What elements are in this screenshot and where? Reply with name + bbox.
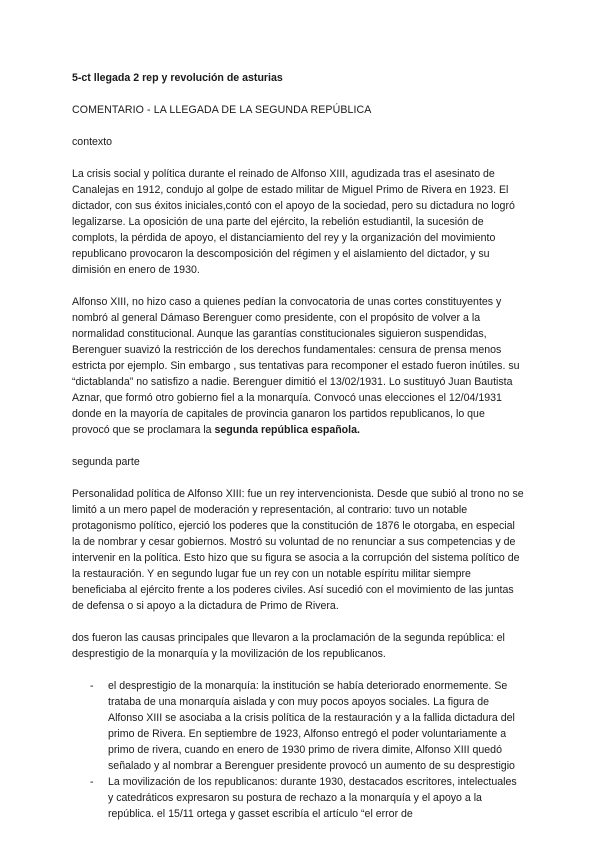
document-content <box>72 70 524 822</box>
list-dash: - <box>90 776 94 788</box>
list-item <box>72 678 524 774</box>
list-item-text: el desprestigio de la monarquía: la institución se había deteriorado enormemente. Se trataba de una monarquía aislada y con muy pocos apoyos sociales. La figura de Alfonso XIII se asociaba a la crisis política de la restauración y a la fallida dictadura del primo de Rivera. En septiembre de 1923, Alfonso entregó el poder voluntariamente a primo de rivera, cuando en enero de 1930 primo de rivera dimite, Alfonso XIII quedó señalado y al nombrar a Berenguer presidente provocó un aumento de su desprestigio <box>108 680 515 772</box>
document-subtitle: COMENTARIO - LA LLEGADA DE LA SEGUNDA REPÚBLICA <box>72 104 372 116</box>
list-item <box>72 774 524 822</box>
paragraph-personalidad: Personalidad política de Alfonso XIII: fue un rey intervencionista. Desde que subió al trono no se limitó a un mero papel de moderación y representación, al contrario: tuvo un notable protagonismo político, ejerció los poderes que la constitución de 1876 le otorgaba, en especial la de nombrar y cesar gobiernos. Mostró su voluntad de no renunciar a sus competencias y de intervenir en la política. Esto hizo que su figura se asocia a la corrupción del sistema político de la restauración. Y en segundo lugar fue un rey con un notable espíritu militar siempre beneficiaba al ejército frente a los poderes civiles. Así sucedió con el movimiento de las juntas de defensa o si apoyo a la dictadura de Primo de Rivera. <box>72 488 524 612</box>
paragraph-context: La crisis social y política durante el reinado de Alfonso XIII, agudizada tras el asesinato de Canalejas en 1912, condujo al golpe de estado militar de Miguel Primo de Rivera en 1923. El dictador, con sus éxitos iniciales,contó con el apoyo de la sociedad, pero su dictadura no logró legalizarse. La oposición de una parte del ejército, la rebelión estudiantil, la sucesión de complots, la pérdida de apoyo, el distanciamiento del rey y la organización del movimiento republicano provocaron la descomposición del régimen y el aislamiento del dictador, y su dimisión en enero de 1930. <box>72 168 515 276</box>
section-label-contexto: contexto <box>72 136 113 148</box>
causes-list <box>72 678 524 822</box>
section-label-segunda-parte: segunda parte <box>72 456 140 468</box>
document-title: 5-ct llegada 2 rep y revolución de asturias <box>72 72 283 84</box>
list-dash: - <box>90 680 94 692</box>
paragraph-causas: dos fueron las causas principales que llevaron a la proclamación de la segunda república: el desprestigio de la monarquía y la movilización de los republicanos. <box>72 632 505 660</box>
paragraph-berenguer-bold: segunda república española. <box>214 424 360 436</box>
paragraph-berenguer-text: Alfonso XIII, no hizo caso a quienes pedían la convocatoria de unas cortes constituyentes y nombró al general Dámaso Berenguer como presidente, con el propósito de volver a la normalidad constitucional. Aunque las garantías constitucionales siguieron suspendidas, Berenguer suavizó la restricción de los derechos fundamentales: censura de prensa menos estricta por ejemplo. Sin embargo , sus tentativas para recomponer el estado fueron inútiles. su “dictablanda” no satisfizo a nadie. Berenguer dimitió el 13/02/1931. Lo sustituyó Juan Bautista Aznar, que formó otro gobierno fiel a la monarquía. Convocó unas elecciones el 12/04/1931 donde en la mayoría de capitales de provincia ganaron los partidos republicanos, lo que provocó que se proclamara la <box>72 296 520 436</box>
paragraph-berenguer <box>72 294 524 438</box>
list-item-text: La movilización de los republicanos: durante 1930, destacados escritores, intelectuales y catedráticos expresaron su postura de rechazo a la monarquía y el apoyo a la república. el 15/11 ortega y gasset escribía el artículo “el error de <box>108 776 517 820</box>
